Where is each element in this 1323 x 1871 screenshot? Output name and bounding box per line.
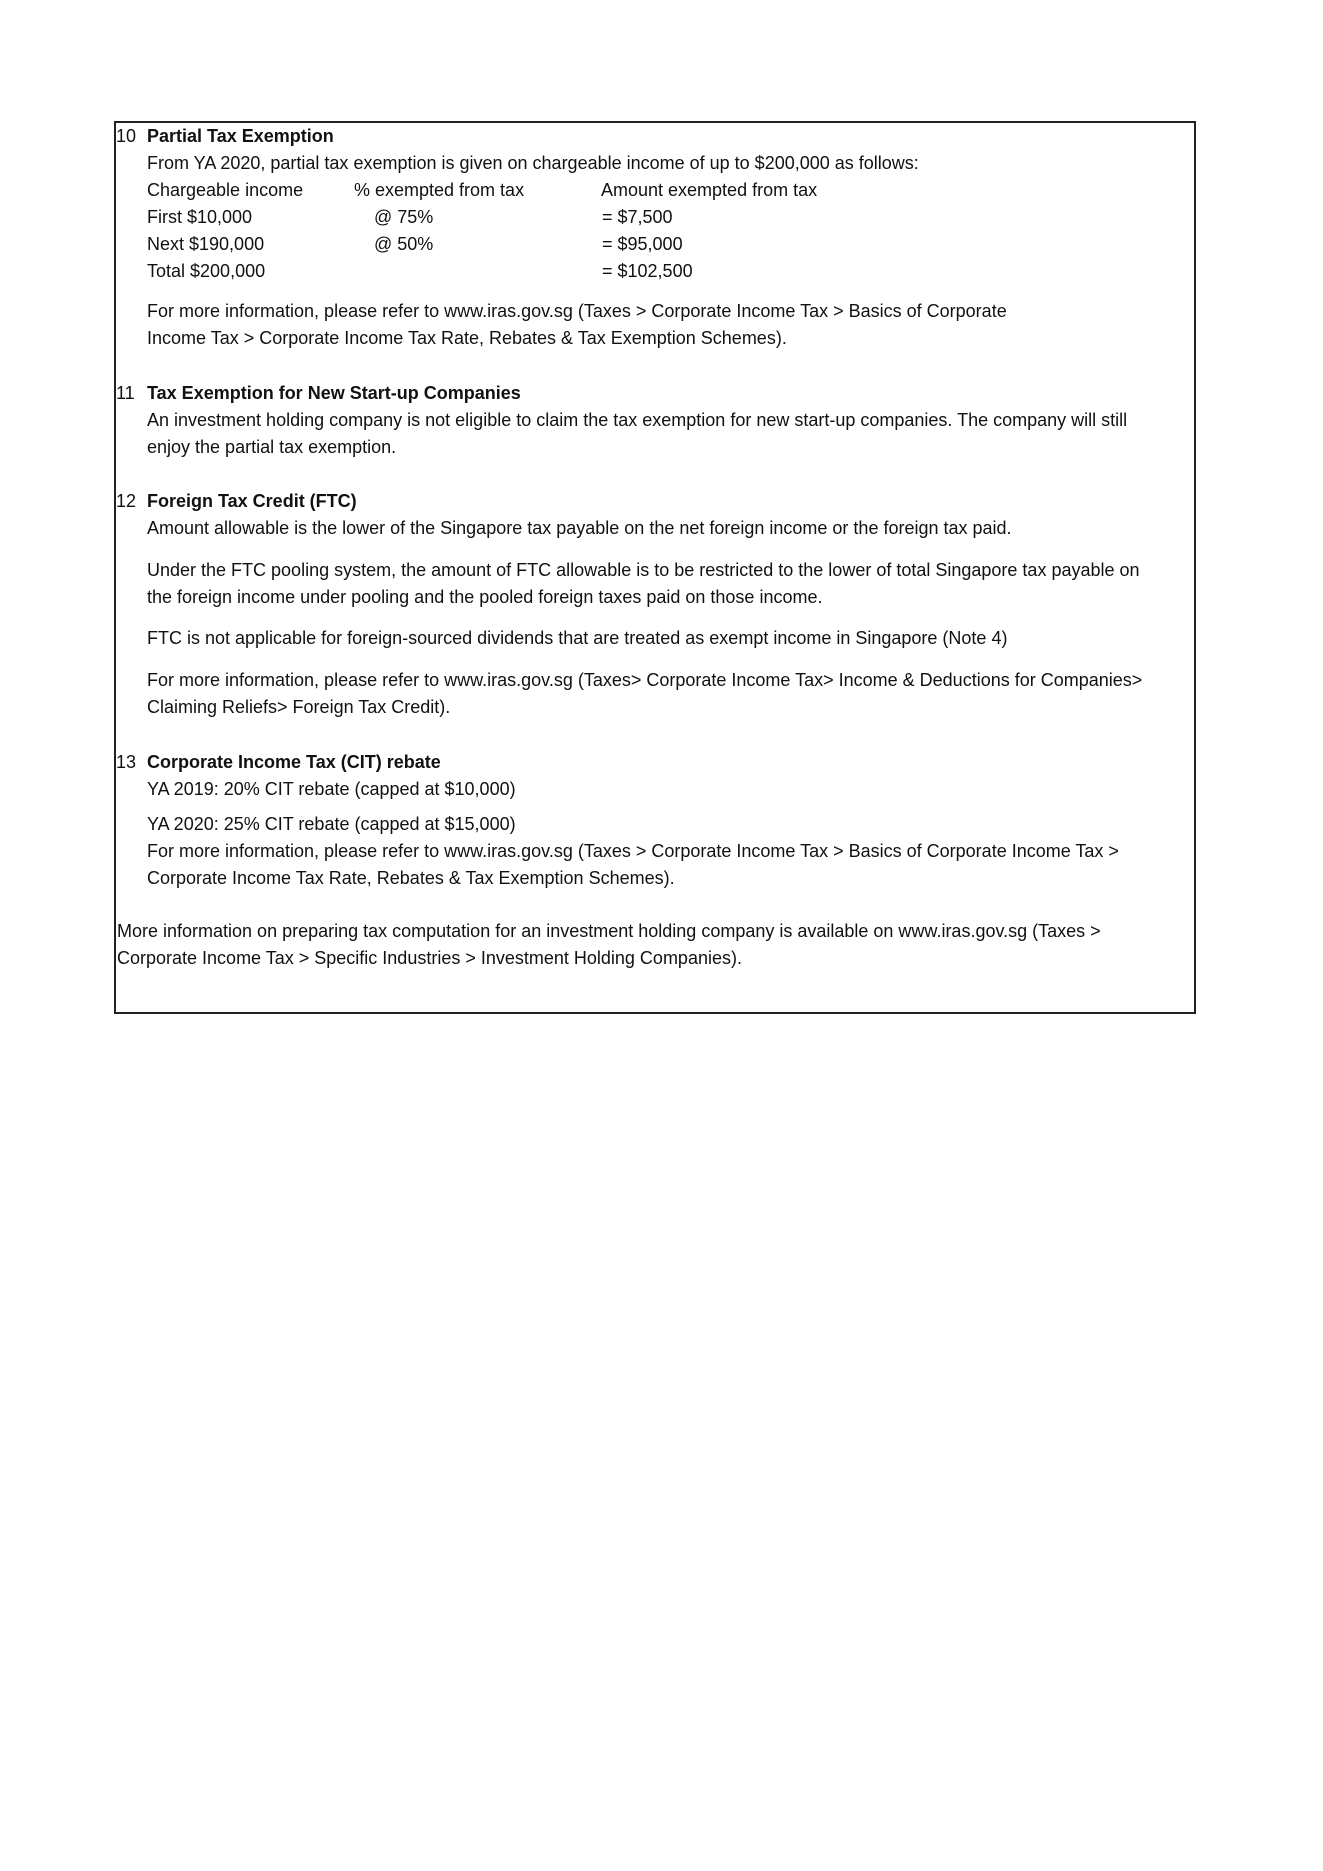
note-12-number: 12 (116, 491, 137, 511)
table-header-amount-exempted: Amount exempted from tax (601, 180, 818, 200)
note-13-number: 13 (116, 752, 137, 772)
note-12-paragraph: Under the FTC pooling system, the amount of FTC allowable is to be restricted to the lower of total Singapore tax payable on (147, 560, 1140, 580)
note-12-paragraph: FTC is not applicable for foreign-sourced dividends that are treated as exempt income in Singapore (Note 4) (147, 628, 1008, 648)
note-11-body: An investment holding company is not eligible to claim the tax exemption for new start-up companies. The company will still (147, 410, 1128, 430)
note-13-ya2020: YA 2020: 25% CIT rebate (capped at $15,000) (147, 814, 516, 834)
closing-note: More information on preparing tax computation for an investment holding company is available on www.iras.gov.sg (Taxes > (117, 921, 1101, 941)
note-10-title: Partial Tax Exemption (147, 126, 334, 146)
note-12-paragraph: the foreign income under pooling and the pooled foreign taxes paid on those income. (147, 587, 823, 607)
note-11-title: Tax Exemption for New Start-up Companies (147, 383, 521, 403)
note-13-more-info: For more information, please refer to www.iras.gov.sg (Taxes > Corporate Income Tax > Basics of Corporate Income Tax > (147, 841, 1119, 861)
note-12-title: Foreign Tax Credit (FTC) (147, 491, 357, 511)
note-10-number: 10 (116, 126, 137, 146)
note-10-more-info: For more information, please refer to www.iras.gov.sg (Taxes > Corporate Income Tax > Basics of Corporate (147, 301, 1007, 321)
table-cell: @ 75% (374, 207, 434, 227)
note-12-paragraph: Amount allowable is the lower of the Singapore tax payable on the net foreign income or the foreign tax paid. (147, 518, 1012, 538)
table-cell: First $10,000 (147, 207, 253, 227)
note-10-more-info: Income Tax > Corporate Income Tax Rate, Rebates & Tax Exemption Schemes). (147, 328, 787, 348)
table-header-chargeable-income: Chargeable income (147, 180, 304, 200)
note-13-more-info: Corporate Income Tax Rate, Rebates & Tax Exemption Schemes). (147, 868, 675, 888)
table-cell: Total $200,000 (147, 261, 266, 281)
note-12-more-info: For more information, please refer to www.iras.gov.sg (Taxes> Corporate Income Tax> Income & Deductions for Companies> (147, 670, 1143, 690)
note-10-intro: From YA 2020, partial tax exemption is given on chargeable income of up to $200,000 as follows: (147, 153, 919, 173)
table-cell: = $95,000 (602, 234, 683, 254)
note-13-ya2019: YA 2019: 20% CIT rebate (capped at $10,000) (147, 779, 516, 799)
table-cell: = $102,500 (602, 261, 693, 281)
note-11-number: 11 (116, 383, 135, 403)
table-header-percent-exempted: % exempted from tax (354, 180, 525, 200)
note-11-body: enjoy the partial tax exemption. (147, 437, 397, 457)
table-cell: = $7,500 (602, 207, 673, 227)
closing-note: Corporate Income Tax > Specific Industries > Investment Holding Companies). (117, 948, 742, 968)
table-cell: Next $190,000 (147, 234, 265, 254)
note-13-title: Corporate Income Tax (CIT) rebate (147, 752, 441, 772)
note-12-more-info: Claiming Reliefs> Foreign Tax Credit). (147, 697, 451, 717)
table-cell: @ 50% (374, 234, 434, 254)
